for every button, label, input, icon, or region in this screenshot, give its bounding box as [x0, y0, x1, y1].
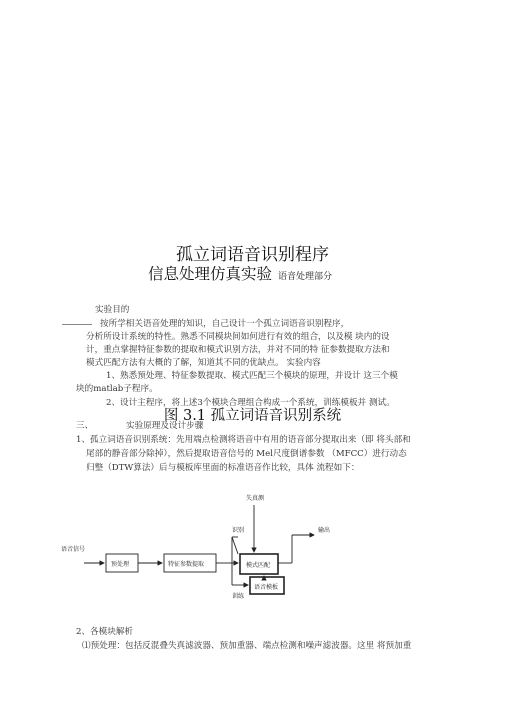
objective-line-2: 分析所设计系统的特性。熟悉不同模块间如何进行有效的组合，以及模 块内的设: [86, 332, 390, 342]
section-3-heading: 实验原理及设计步骤: [126, 421, 204, 431]
objective-line-4: 模式匹配方法有大概的了解，知道其不同的优缺点。 实验内容: [86, 358, 321, 368]
step2-heading: 2、各模块解析: [76, 627, 134, 637]
diagram-match-label: 模式匹配: [246, 562, 271, 569]
diagram-train-label: 训练: [232, 593, 245, 600]
content-line-2: 块的matlab子程序。: [76, 384, 158, 394]
objective-line-3: 计，重点掌握特征参数的提取和模式识别方法，并对不同的特 征参数提取方法和: [86, 345, 390, 355]
diagram-template-label: 语音模板: [254, 584, 279, 591]
document-title: 孤立词语音识别程序: [176, 245, 329, 265]
recognize-arrow-2: [232, 537, 238, 554]
diagram-preprocess-label: 预处理: [111, 561, 130, 568]
objective-line-1: 按所学相关语音处理的知识，自己设计一个孤立词语音识别程序，: [100, 319, 350, 329]
subtitle-main: 信息处理仿真实验: [148, 265, 273, 283]
diagram-input-label: 语音信号: [61, 546, 86, 553]
content-line-3: 2、设计主程序，将上述3个模块合理组合构成一个系统，训练模板并 测试。: [106, 398, 395, 408]
content-line-1: 1、熟悉预处理、特征参数提取、模式匹配三个模块的原理，并设计 这三个模: [106, 371, 398, 381]
diagram-recognize-label: 识别: [232, 527, 245, 534]
step1-line-1: 1、孤立词语音识别系统：先用端点检测将语音中有用的语音部分提取出来（即 将头部和: [76, 435, 411, 445]
diagram-output-label: 输出: [318, 527, 331, 534]
figure-caption: 图 3.1 孤立词语音识别系统: [163, 408, 342, 424]
step2-line-1: ⑴预处理：包括反混叠失真滤波器、预加重器、端点检测和噪声滤波器。这里 将预加重: [82, 641, 412, 651]
step1-line-2: 尾部的静音部分除掉），然后提取语音信号的 Mel尺度倒谱参数 （MFCC）进行动态: [86, 449, 407, 459]
section-objective-heading: 实验目的: [95, 305, 130, 315]
section-3-number: 三、: [76, 421, 94, 431]
diagram-distortion-label: 失真测: [246, 495, 265, 502]
subtitle-note: 语音处理部分: [278, 272, 333, 282]
diagram-feature-label: 特征参数提取: [168, 561, 205, 568]
step1-line-3: 归整（DTW算法）后与模板库里面的标准语音作比较，具体 流程如下：: [86, 463, 360, 473]
